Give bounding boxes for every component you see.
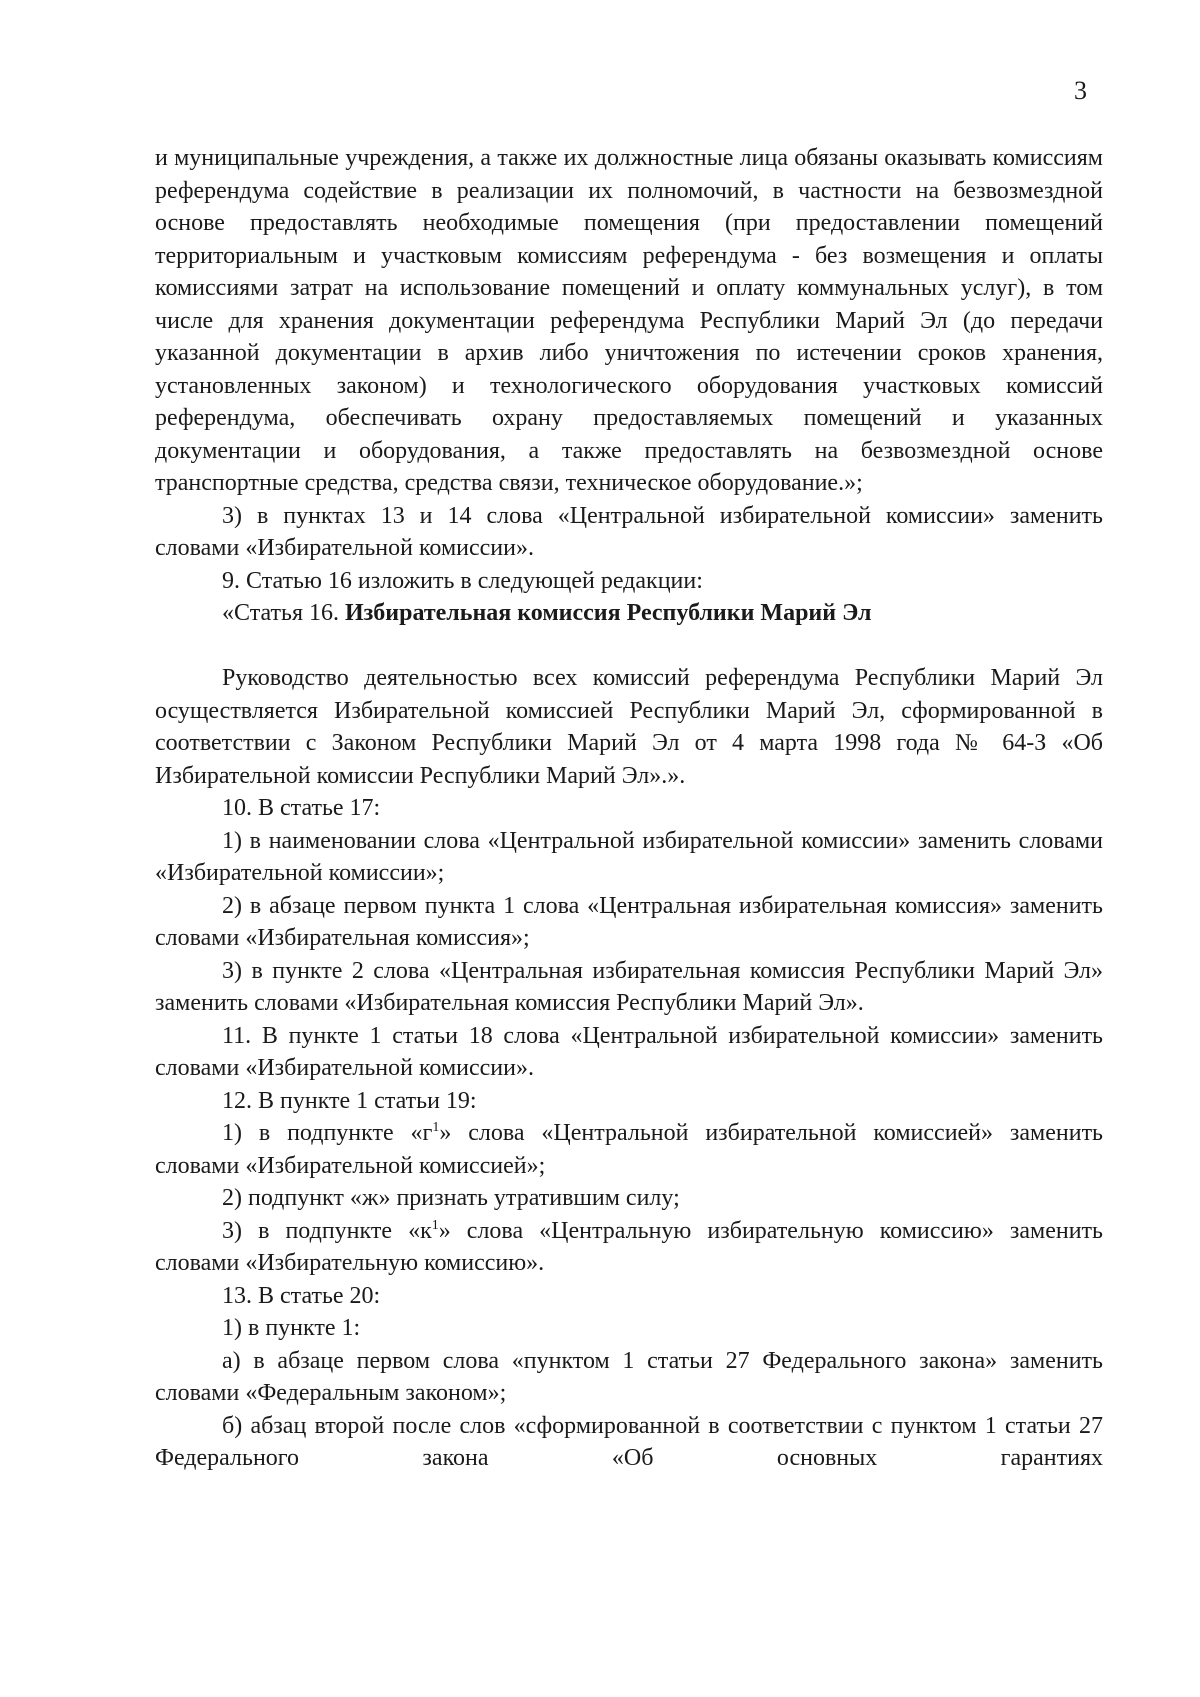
paragraph: 2) подпункт «ж» признать утратившим силу; xyxy=(222,1185,680,1211)
paragraph: Руководство деятельностью всех комиссий референдума Республики Марий Эл осуществляется Избирательной комиссией Республики Марий Эл, сформированной в соответствии с Законом Республики Марий Эл от 4 марта 1998 года № 64-З «Об Избирательной комиссии Республики Марий Эл».». xyxy=(155,665,1103,789)
paragraph-text: 1) в подпункте «г xyxy=(222,1120,433,1146)
paragraph: и муниципальные учреждения, а также их должностные лица обязаны оказывать комиссиям референдума содействие в реализации их полномочий, в частности на безвозмездной основе предоставлять необходимые помещения (при предоставлении помещений территориальным и участковым комиссиям референдума - без возмещения и оплаты комиссиями затрат на использование помещений и оплату коммунальных услуг), в том числе для хранения документации референдума Республики Марий Эл (до передачи указанной документации в архив либо уничтожения по истечении сроков хранения, установленных законом) и технологического оборудования участковых комиссий референдума, обеспечивать охрану предоставляемых помещений и указанных документации и оборудования, а также предоставлять на безвозмездной основе транспортные средства, средства связи, техническое оборудование.»; xyxy=(155,145,1103,496)
paragraph: 13. В статье 20: xyxy=(222,1282,381,1309)
superscript: 1 xyxy=(432,1120,440,1135)
paragraph: 3) в пункте 2 слова «Центральная избирательная комиссия Республики Марий Эл» заменить словами «Избирательная комиссия Республики Марий Эл». xyxy=(155,957,1103,1016)
paragraph: 11. В пункте 1 статьи 18 слова «Центральной избирательной комиссии» заменить словами «Избирательной комиссии». xyxy=(155,1022,1103,1081)
paragraph xyxy=(155,1215,1103,1280)
paragraph: 2) в абзаце первом пункта 1 слова «Центральная избирательная комиссия» заменить словами «Избирательная комиссия»; xyxy=(155,892,1103,951)
article-heading xyxy=(155,597,1103,630)
paragraph-text: » слова «Центральную избирательную комиссию» заменить словами «Избирательную комиссию». xyxy=(155,1217,1103,1276)
paragraph: 9. Статью 16 изложить в следующей редакции: xyxy=(222,567,703,594)
article-heading-title: Избирательная комиссия Республики Марий Эл xyxy=(344,600,872,626)
article-heading-number: «Статья 16. xyxy=(222,600,345,626)
superscript: 1 xyxy=(431,1217,439,1233)
paragraph: 3) в пунктах 13 и 14 слова «Центральной избирательной комиссии» заменить словами «Избирательной комиссии». xyxy=(155,502,1103,561)
document-body xyxy=(155,142,1103,1475)
paragraph: 1) в наименовании слова «Центральной избирательной комиссии» заменить словами «Избирательной комиссии»; xyxy=(155,827,1103,886)
paragraph-text: » слова «Центральной избирательной комиссией» заменить словами «Избирательной комиссией»; xyxy=(155,1120,1103,1179)
paragraph: 12. В пункте 1 статьи 19: xyxy=(222,1087,477,1114)
paragraph: 1) в пункте 1: xyxy=(222,1315,361,1341)
page-number: 3 xyxy=(1074,76,1087,105)
paragraph: 10. В статье 17: xyxy=(222,795,381,821)
paragraph xyxy=(155,1117,1103,1182)
paragraph: б) абзац второй после слов «сформированной в соответствии с пунктом 1 статьи 27 Федерального закона «Об основных гарантиях xyxy=(155,1412,1103,1471)
paragraph-text: 3) в подпункте «к xyxy=(222,1217,432,1244)
paragraph: а) в абзаце первом слова «пунктом 1 статьи 27 Федерального закона» заменить словами «Федеральным законом»; xyxy=(155,1347,1103,1406)
